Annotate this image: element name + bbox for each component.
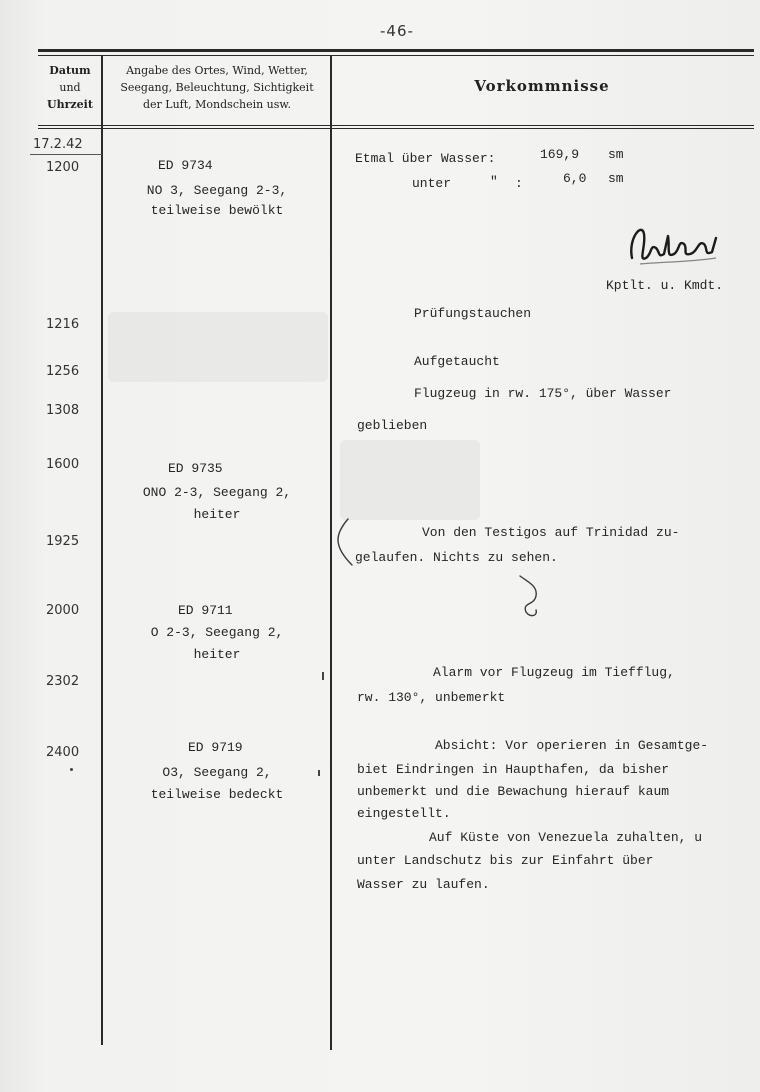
time-2302: 2302: [46, 674, 80, 689]
pencil-dot-mark: [318, 770, 320, 776]
position-2-grid: ED 9735: [168, 461, 223, 476]
header-events: Vorkommnisse: [474, 77, 610, 95]
header-col2-line2: Seegang, Beleuchtung, Sichtigkeit: [120, 81, 314, 94]
event-1925-line2: gelaufen. Nichts zu sehen.: [355, 550, 558, 565]
event-2400-line4: eingestellt.: [357, 806, 451, 821]
event-1925-line1: Von den Testigos auf Trinidad zu-: [422, 525, 680, 540]
header-col1-line3: Uhrzeit: [47, 98, 93, 111]
column-divider-1: [101, 55, 103, 1045]
position-1-wind: NO 3, Seegang 2-3,: [146, 183, 288, 198]
event-2400-line2: biet Eindringen in Haupthafen, da bisher: [357, 762, 670, 777]
time-1308: 1308: [46, 403, 80, 418]
unter-unit: sm: [608, 171, 624, 186]
etmal-value: 169,9: [540, 147, 580, 162]
unter-colon: :: [515, 176, 523, 191]
position-4-grid: ED 9719: [188, 740, 243, 755]
header-col2-line3: der Luft, Mondschein usw.: [142, 98, 292, 111]
time-2400: 2400: [46, 745, 80, 760]
event-1308-line2: geblieben: [357, 418, 428, 433]
header-top-rule-thin: [38, 55, 754, 56]
event-1216: Prüfungstauchen: [414, 306, 532, 321]
log-date: 17.2.42: [33, 137, 83, 152]
pencil-dot-mark: [322, 672, 324, 680]
event-1308-line1: Flugzeug in rw. 175°, über Wasser: [414, 386, 672, 401]
pencil-squiggle-mark: [512, 572, 552, 622]
event-2400-line5: Auf Küste von Venezuela zuhalten, u: [429, 830, 703, 845]
unter-mark: ": [490, 174, 498, 189]
event-2400-line7: Wasser zu laufen.: [357, 877, 490, 892]
header-date-time: [40, 62, 100, 113]
event-2302-line1: Alarm vor Flugzeug im Tiefflug,: [433, 665, 675, 680]
etmal-label: Etmal über Wasser:: [355, 151, 496, 166]
position-1-grid: ED 9734: [158, 158, 213, 173]
header-top-rule: [38, 49, 754, 52]
signature-title: Kptlt. u. Kmdt.: [606, 278, 724, 293]
time-1925: 1925: [46, 534, 80, 549]
paper-smudge: [108, 312, 328, 382]
page-number: -46-: [380, 22, 414, 40]
position-3-weather: heiter: [193, 647, 241, 662]
header-col2-line1: Angabe des Ortes, Wind, Wetter,: [126, 64, 308, 77]
etmal-unit: sm: [608, 147, 624, 162]
event-2400-line6: unter Landschutz bis zur Einfahrt über: [357, 853, 654, 868]
position-2-weather: heiter: [193, 507, 241, 522]
event-2302-line2: rw. 130°, unbemerkt: [357, 690, 506, 705]
position-4-weather: teilweise bedeckt: [150, 787, 284, 802]
time-1216: 1216: [46, 317, 80, 332]
position-4-wind: O3, Seegang 2,: [162, 765, 272, 780]
time-1200: 1200: [46, 160, 80, 175]
event-1256: Aufgetaucht: [414, 354, 500, 369]
header-col1-line2: und: [59, 81, 81, 94]
event-2400-line1: Absicht: Vor operieren in Gesamtge-: [435, 738, 709, 753]
time-1600: 1600: [46, 457, 80, 472]
time-2000: 2000: [46, 603, 80, 618]
date-underline: [30, 154, 102, 155]
pencil-dot-mark: [70, 768, 73, 771]
header-bottom-rule-2: [38, 128, 754, 129]
event-2400-line3: unbemerkt und die Bewachung hierauf kaum: [357, 784, 670, 799]
header-col1-line1: Datum: [49, 64, 91, 77]
position-1-weather: teilweise bewölkt: [150, 203, 284, 218]
time-1256: 1256: [46, 364, 80, 379]
commander-signature: [620, 218, 730, 278]
unter-label: unter: [412, 176, 452, 191]
header-location-weather: [104, 62, 330, 113]
paper-smudge: [340, 440, 480, 520]
position-2-wind: ONO 2-3, Seegang 2,: [142, 485, 292, 500]
pencil-bracket-mark: [322, 515, 362, 575]
unter-value: 6,0: [563, 171, 587, 186]
position-3-wind: O 2-3, Seegang 2,: [150, 625, 284, 640]
header-bottom-rule: [38, 125, 754, 126]
position-3-grid: ED 9711: [178, 603, 233, 618]
